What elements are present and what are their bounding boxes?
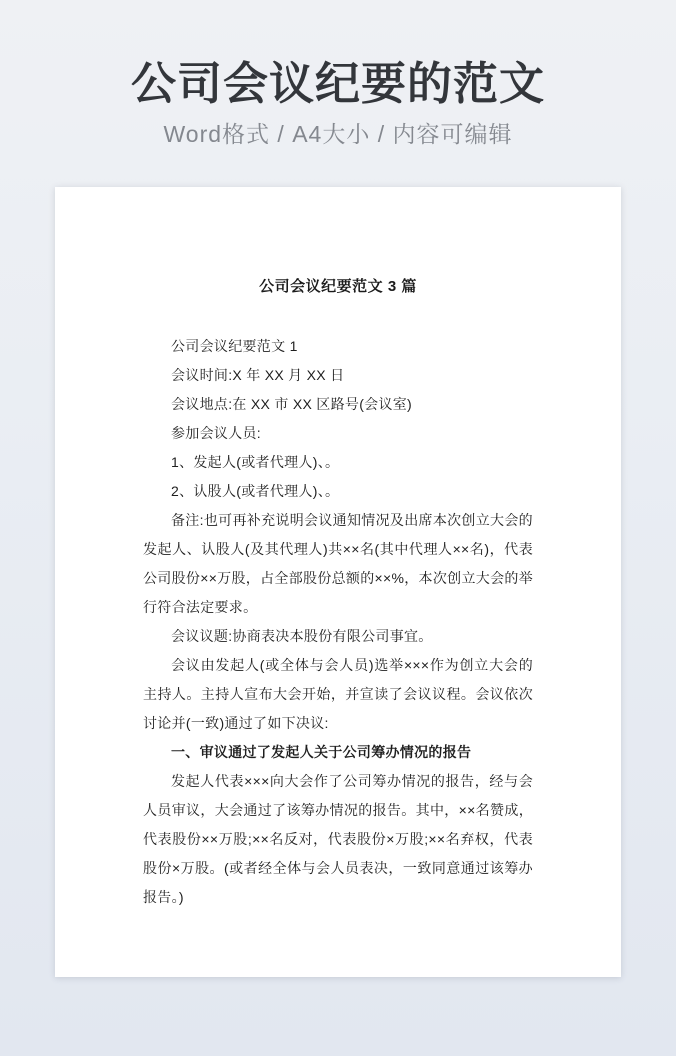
doc-paragraph: 会议时间:X 年 XX 月 XX 日 bbox=[171, 367, 345, 383]
page-subtitle: Word格式 / A4大小 / 内容可编辑 bbox=[163, 121, 513, 148]
doc-paragraph: 参加会议人员: bbox=[171, 425, 261, 441]
doc-paragraph: 公司会议纪要范文 1 bbox=[171, 338, 298, 354]
doc-paragraph: 会议由发起人(或全体与会人员)选举×××作为创立大会的主持人。主持人宣布大会开始，并宣读了会议议程。会议依次讨论并(一致)通过了如下决议: bbox=[143, 657, 533, 731]
doc-paragraph-heading: 一、审议通过了发起人关于公司筹办情况的报告 bbox=[171, 744, 472, 760]
header bbox=[0, 0, 676, 149]
doc-paragraph: 备注:也可再补充说明会议通知情况及出席本次创立大会的发起人、认股人(及其代理人)共××名(其中代理人××名)，代表公司股份××万股，占全部股份总额的××%，本次创立大会的举行符合法定要求。 bbox=[143, 512, 533, 615]
document-body bbox=[143, 332, 533, 912]
doc-paragraph: 2、认股人(或者代理人)、。 bbox=[171, 483, 340, 499]
doc-paragraph: 发起人代表×××向大会作了公司筹办情况的报告，经与会人员审议，大会通过了该筹办情况的报告。其中，××名赞成，代表股份××万股;××名反对，代表股份×万股;××名弃权，代表股份×万股。(或者经全体与会人员表决，一致同意通过该筹办报告。) bbox=[143, 773, 533, 905]
doc-paragraph: 会议地点:在 XX 市 XX 区路号(会议室) bbox=[171, 396, 413, 412]
document-preview-page bbox=[55, 187, 621, 977]
doc-paragraph: 会议议题:协商表决本股份有限公司事宜。 bbox=[171, 628, 433, 644]
document-title: 公司会议纪要范文 3 篇 bbox=[259, 278, 417, 295]
page-title: 公司会议纪要的范文 bbox=[130, 58, 545, 109]
doc-paragraph: 1、发起人(或者代理人)、。 bbox=[171, 454, 340, 470]
